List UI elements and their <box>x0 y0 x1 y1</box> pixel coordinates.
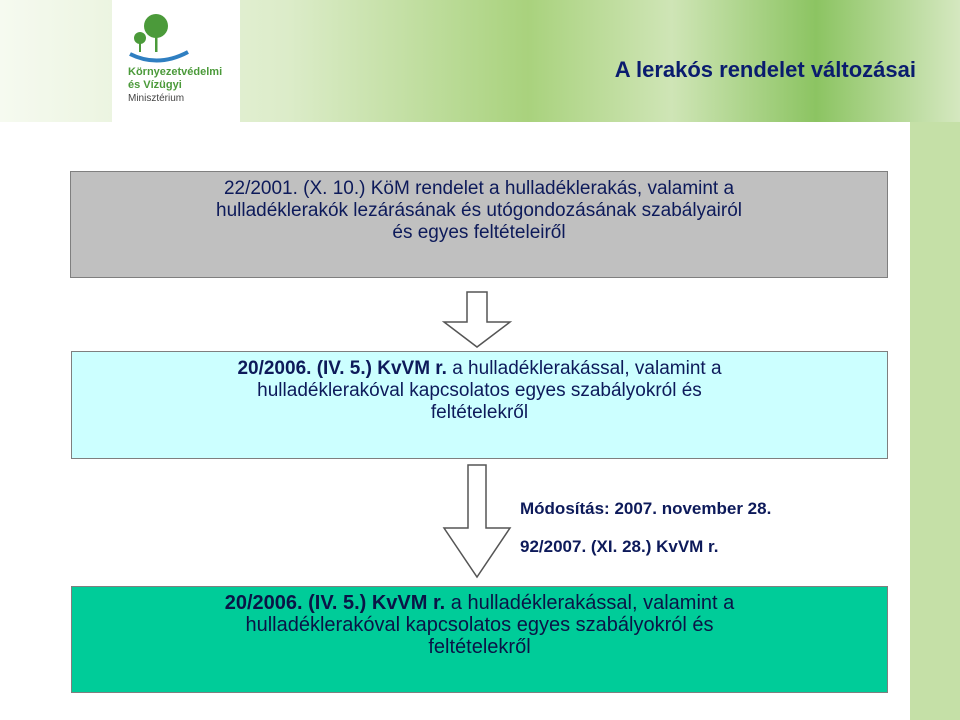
tree-logo-icon <box>128 12 192 66</box>
box3-line: feltételekről <box>428 636 531 658</box>
logo-text-line2: és Vízügyi <box>128 79 182 91</box>
box2-line: feltételekről <box>430 402 529 423</box>
box1-line: 22/2001. (X. 10.) KöM rendelet a hulladéklerakás, valamint a <box>223 178 735 199</box>
box3-line: hulladéklerakóval kapcsolatos egyes szabályokról és <box>245 614 714 636</box>
box1-line: és egyes feltételeiről <box>392 222 566 243</box>
logo-text-line1: Környezetvédelmi <box>128 66 223 78</box>
logo-text-line3: Minisztérium <box>128 93 185 104</box>
down-arrow-icon <box>440 464 514 580</box>
new-regulation-box <box>71 351 888 459</box>
box2-regulation-ref: 20/2006. (IV. 5.) KvVM r. <box>237 358 447 379</box>
slide-title: A lerakós rendelet változásai <box>614 57 916 82</box>
box2-line1: a hulladéklerakással, valamint a <box>446 358 722 379</box>
amendment-regulation: 92/2007. (XI. 28.) KvVM r. <box>520 537 719 556</box>
box2-line: hulladéklerakóval kapcsolatos egyes szabályokról és <box>257 380 702 401</box>
down-arrow-icon <box>440 291 514 349</box>
box3-line1: a hulladéklerakással, valamint a <box>445 592 735 614</box>
amended-regulation-box <box>71 586 888 693</box>
box3-regulation-ref: 20/2006. (IV. 5.) KvVM r. <box>224 592 446 614</box>
ministry-logo <box>112 0 240 122</box>
amendment-date: Módosítás: 2007. november 28. <box>520 499 772 518</box>
original-regulation-box <box>70 171 888 278</box>
box1-line: hulladéklerakók lezárásának és utógondozásának szabályairól <box>216 200 742 221</box>
